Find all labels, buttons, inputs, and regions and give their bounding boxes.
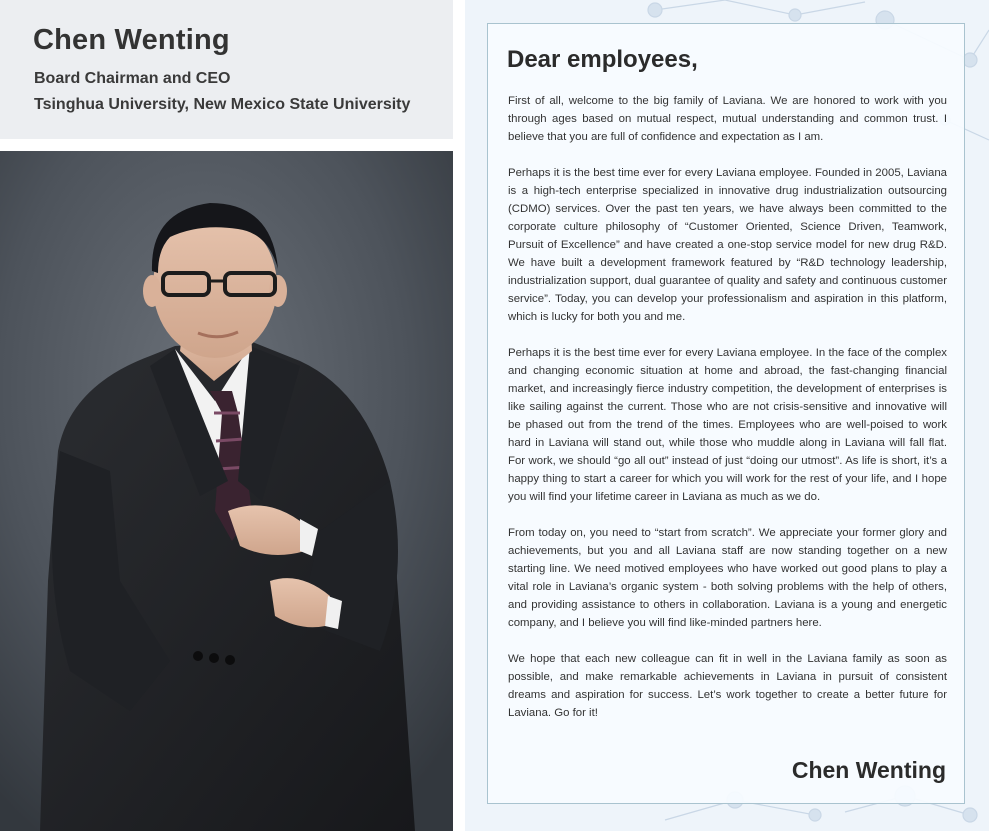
portrait-photo xyxy=(0,151,453,831)
letter-card xyxy=(487,23,965,804)
letter-paragraph: We hope that each new colleague can fit in well in the Laviana family as soon as possible, and make remarkable achievements in Laviana in pursuit of consistent dreams and aspiration for success. Let’s work together to create a better future for Laviana. Go for it! xyxy=(508,653,947,719)
left-column xyxy=(0,0,453,831)
column-gap xyxy=(453,0,465,831)
letter-paragraph: Perhaps it is the best time ever for every Laviana employee. Founded in 2005, Laviana is a high-tech enterprise specialized in innovative drug industrialization outsourcing (CDMO) services. Over the past ten years, we have always been committed to the corporate culture philosophy of “Customer Oriented, Science Driven, Teamwork, Pursuit of Excellence” and have created a one-stop service model for new drug R&D. We have built a development framework featured by “R&D technology leadership, industrialization support, dual guarantee of quality and safety and continuous customer service”. Today, you can develop your professionalism and aspiration in this platform, which is lucky for both you and me. xyxy=(508,167,947,323)
letter-greeting: Dear employees, xyxy=(507,46,698,73)
profile-role: Board Chairman and CEO xyxy=(34,70,231,87)
letter-paragraph: First of all, welcome to the big family of Laviana. We are honored to work with you through ages based on mutual respect, mutual understanding and common trust. I believe that you are full of confidence and expectation as I am. xyxy=(508,95,947,143)
profile-header xyxy=(0,0,453,139)
profile-name: Chen Wenting xyxy=(33,24,230,56)
profile-education: Tsinghua University, New Mexico State University xyxy=(34,96,411,113)
letter-signature: Chen Wenting xyxy=(791,757,946,783)
letter-paragraph: From today on, you need to “start from scratch”. We appreciate your former glory and achievements, but you and all Laviana staff are now standing together on a new starting line. We need motived employees who have worked out good plans to play a vital role in Laviana’s organic system - both solving problems with the help of others, and providing assistance to others in collaboration. Laviana is a young and energetic company, and I believe you will find like-minded partners here. xyxy=(508,527,947,629)
portrait-illustration xyxy=(0,151,453,831)
letter-body xyxy=(508,92,947,740)
letter-paragraph: Perhaps it is the best time ever for every Laviana employee. In the face of the complex and changing economic situation at home and abroad, the fast-changing financial market, and increasingly fierce industry competition, the development of enterprises is like sailing against the current. Those who are not crisis-sensitive and innovative will be phased out from the trend of the times. Employees who are well-poised to work hard in Laviana will stand out, while those who muddle along in Laviana will fall flat. For work, we should “go all out” instead of just “doing our utmost”. As life is short, it’s a happy thing to start a career for which you will work for the rest of your life, and I hope you will find your lifetime career in Laviana as much as we do. xyxy=(508,347,947,503)
letter-panel xyxy=(465,0,989,831)
